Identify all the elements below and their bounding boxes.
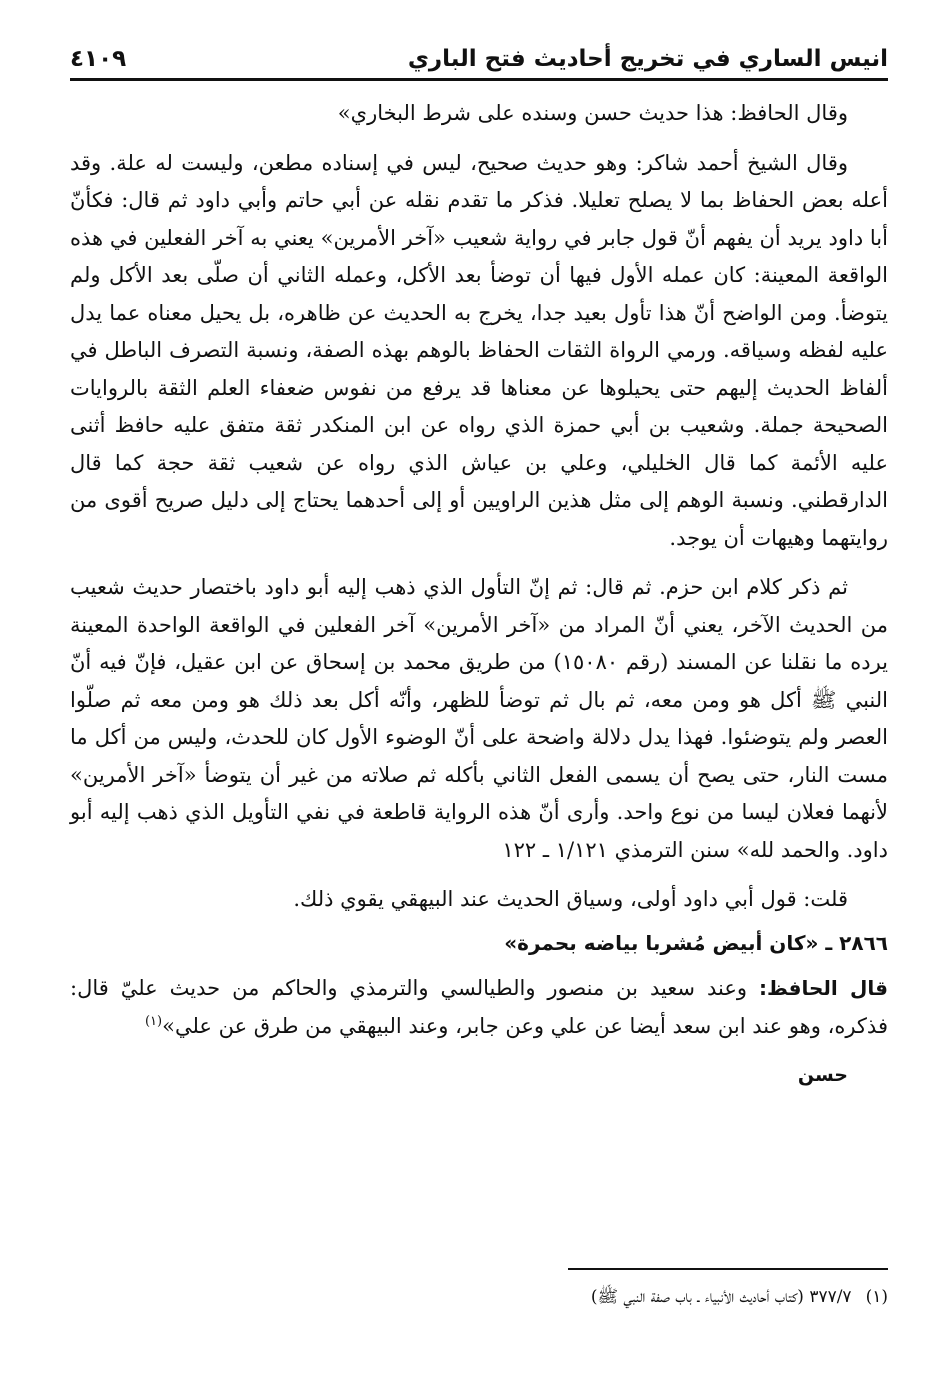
footnote-item — [70, 1284, 888, 1310]
running-title: انيس الساري في تخريج أحاديث فتح الباري — [407, 46, 888, 72]
hafiz-label: قال الحافظ: — [758, 976, 888, 1000]
paragraph-qultu: قلت: قول أبي داود أولى، وسياق الحديث عند البيهقي يقوي ذلك. — [293, 887, 848, 911]
paragraph-shakir: وقال الشيخ أحمد شاكر: وهو حديث صحيح، ليس في إسناده مطعن، وليست له علة. وقد أعله بعض الحفاظ بما لا يصلح تعليلا. فذكر ما تقدم نقله عن أبي حاتم وأبي داود ثم قال: فكأنّ أبا داود يريد أن يفهم أنّ قول جابر في رواية شعيب «آخر الأمرين» يعني به آخر الفعلين في هذه الواقعة المعينة: كان عمله الأول فيها أن توضأ بعد الأكل، وعمله الثاني أن صلّى بعد الأكل ولم يتوضأ. ومن الواضح أنّ هذا تأول بعيد جدا، يخرج به الحديث عن ظاهره، بل يحيل معناه عما يدل عليه لفظه وسياقه. ورمي الرواة الثقات الحفاظ بالوهم بهذه الصفة، ونسبة التصرف الباطل في ألفاظ الحديث إليهم حتى يحيلوها عن معناها قد يرفع من نفوس ضعفاء العلم الثقة بالروايات الصحيحة جملة. وشعيب بن أبي حمزة الذي رواه عن ابن المنكدر ثقة متفق عليه حافظ أثنى عليه الأئمة كما قال الخليلي، وعلي بن عياش الذي رواه عن شعيب ثقة حجة كما قال الدارقطني. ونسبة الوهم إلى مثل هذين الراويين أو إلى أحدهما يحتاج إلى دليل صريح أقوى من روايتهما وهيهات أن يوجد. — [70, 150, 888, 550]
paragraph-ibn-hazm: ثم ذكر كلام ابن حزم. ثم قال: ثم إنّ التأول الذي ذهب إليه أبو داود باختصار حديث شعيب من الحديث الآخر، يعني أنّ المراد من «آخر الأمرين» آخر الفعلين في الواقعة الواحدة المعينة يرده ما نقلنا عن المسند (رقم ١٥٠٨٠) من طريق محمد بن إسحاق عن ابن عقيل، فإنّ فيه أنّ النبي ﷺ أكل هو ومن معه، ثم بال ثم توضأ للظهر، وأنّه أكل بعد ذلك هو ومن معه ثم صلّوا العصر ولم يتوضئوا. فهذا يدل دلالة واضحة على أنّ الوضوء الأول كان للحدث، وليس من أكل ما مست النار، حتى يصح أن يسمى الفعل الثاني بأكله ثم صلاته من غير أن يتوضأ «آخر الأمرين» لأنهما فعلان ليسا من نوع واحد. وأرى أنّ هذه الرواية قاطعة في نفي التأويل الذي ذهب إليه أبو داود. والحمد لله» سنن الترمذي ١/١٢١ ـ ١٢٢ — [70, 575, 889, 862]
page-header — [70, 30, 888, 81]
hadith-entry-heading: ٢٨٦٦ ـ «كان أبيض مُشربا بياضه بحمرة» — [504, 930, 888, 955]
page-number: ٤١٠٩ — [70, 46, 127, 72]
footnote-divider — [568, 1268, 888, 1270]
footnote-number: (١) — [865, 1287, 888, 1307]
hadith-entry-text — [70, 970, 888, 1045]
book-page — [70, 30, 888, 1360]
hafiz-text: وعند سعيد بن منصور والطيالسي والترمذي والحاكم من حديث عليّ قال: فذكره، وهو عند ابن سعد أيضا عن علي وعن جابر، وعند البيهقي من طرق عن علي» — [70, 976, 888, 1038]
verdict-grade: حسن — [797, 1064, 848, 1086]
footnotes — [70, 1268, 888, 1310]
page-body — [70, 95, 888, 1095]
footnote-text: ٣٧٧/٧ (كتاب أحاديث الأنبياء ـ باب صفة النبي ﷺ) — [590, 1287, 852, 1307]
paragraph-hafiz-quote: وقال الحافظ: هذا حديث حسن وسنده على شرط البخاري» — [337, 101, 848, 125]
footnote-ref: (١) — [144, 1013, 163, 1029]
